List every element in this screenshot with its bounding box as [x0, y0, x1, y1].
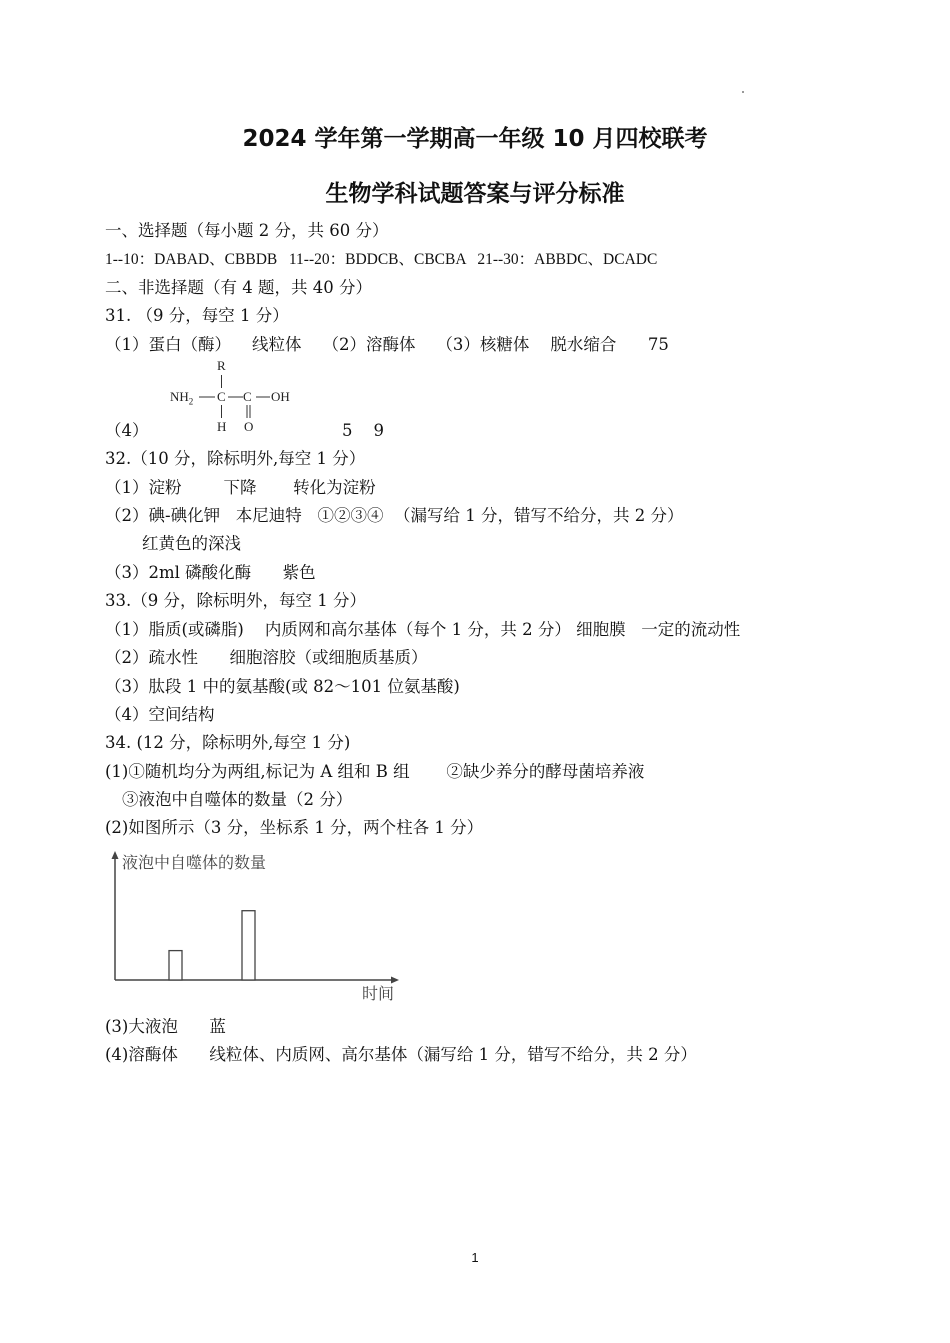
question-32-heading: 32.（10 分，除标明外,每空 1 分） [105, 449, 366, 468]
question-32-part-2-cont: 红黄色的深浅 [142, 534, 241, 553]
section-2-heading: 二、非选择题（有 4 题，共 40 分） [105, 278, 372, 297]
structure-alpha-carbon: C [217, 389, 226, 404]
question-31-heading: 31. （9 分，每空 1 分） [105, 306, 289, 325]
question-34-part-1-cont: ③液泡中自噬体的数量（2 分） [122, 790, 353, 809]
structure-carboxyl-carbon: C [243, 389, 252, 404]
question-34-part-1: (1)①随机均分为两组,标记为 A 组和 B 组 ②缺少养分的酵母菌培养液 [105, 762, 645, 781]
question-31-part-4-values: 5 9 [342, 421, 384, 440]
question-34-part-2: (2)如图所示（3 分，坐标系 1 分，两个柱各 1 分） [105, 818, 484, 837]
amino-acid-structure [165, 358, 305, 438]
bar-b [242, 911, 255, 980]
structure-o: O [244, 419, 254, 434]
question-33-part-4: （4）空间结构 [105, 705, 215, 724]
question-31-part-4-label: （4） [105, 421, 149, 440]
bar-a [169, 951, 182, 980]
x-axis-label: 时间 [362, 984, 395, 1003]
structure-h: H [217, 419, 227, 434]
question-33-heading: 33.（9 分，除标明外，每空 1 分） [105, 591, 366, 610]
section-1-answers: 1--10：DABAD、CBBDB 11--20：BDDCB、CBCBA 21--30：ABBDC、DCADC [105, 251, 658, 268]
x-axis-arrow [391, 977, 399, 984]
question-32-part-1: （1）淀粉 下降 转化为淀粉 [105, 478, 376, 497]
page-number: 1 [471, 1250, 479, 1265]
document-title: 2024 学年第一学期高一年级 10 月四校联考 [242, 126, 708, 152]
document-subtitle: 生物学科试题答案与评分标准 [325, 181, 625, 207]
question-32-part-2: （2）碘-碘化钾 本尼迪特 ①②③④ （漏写给 1 分，错写不给分，共 2 分） [105, 506, 684, 525]
question-33-part-2: （2）疏水性 细胞溶胶（或细胞质基质） [105, 648, 428, 667]
question-34-part-4: (4)溶酶体 线粒体、内质网、高尔基体（漏写给 1 分，错写不给分，共 2 分） [105, 1045, 697, 1064]
question-33-part-1: （1）脂质(或磷脂) 内质网和高尔基体（每个 1 分，共 2 分） 细胞膜 一定的流动性 [105, 620, 741, 639]
autophagosome-chart [100, 845, 420, 1010]
question-32-part-3: （3）2ml 磷酸化酶 紫色 [105, 563, 316, 582]
y-axis-arrow [112, 851, 119, 859]
structure-oh: OH [271, 389, 290, 404]
structure-nh2: $NH_2$ [170, 389, 194, 407]
structure-r: R [217, 358, 226, 373]
y-axis-label: 液泡中自噬体的数量 [122, 853, 267, 872]
question-33-part-3: （3）肽段 1 中的氨基酸(或 82～101 位氨基酸) [105, 677, 460, 696]
section-1-heading: 一、选择题（每小题 2 分，共 60 分） [105, 221, 389, 240]
question-34-heading: 34. (12 分，除标明外,每空 1 分) [105, 733, 351, 752]
question-31-part-1: （1）蛋白（酶） 线粒体 （2）溶酶体 （3）核糖体 脱水缩合 75 [105, 335, 669, 354]
question-34-part-3: (3)大液泡 蓝 [105, 1017, 226, 1036]
speck-mark [742, 91, 744, 93]
